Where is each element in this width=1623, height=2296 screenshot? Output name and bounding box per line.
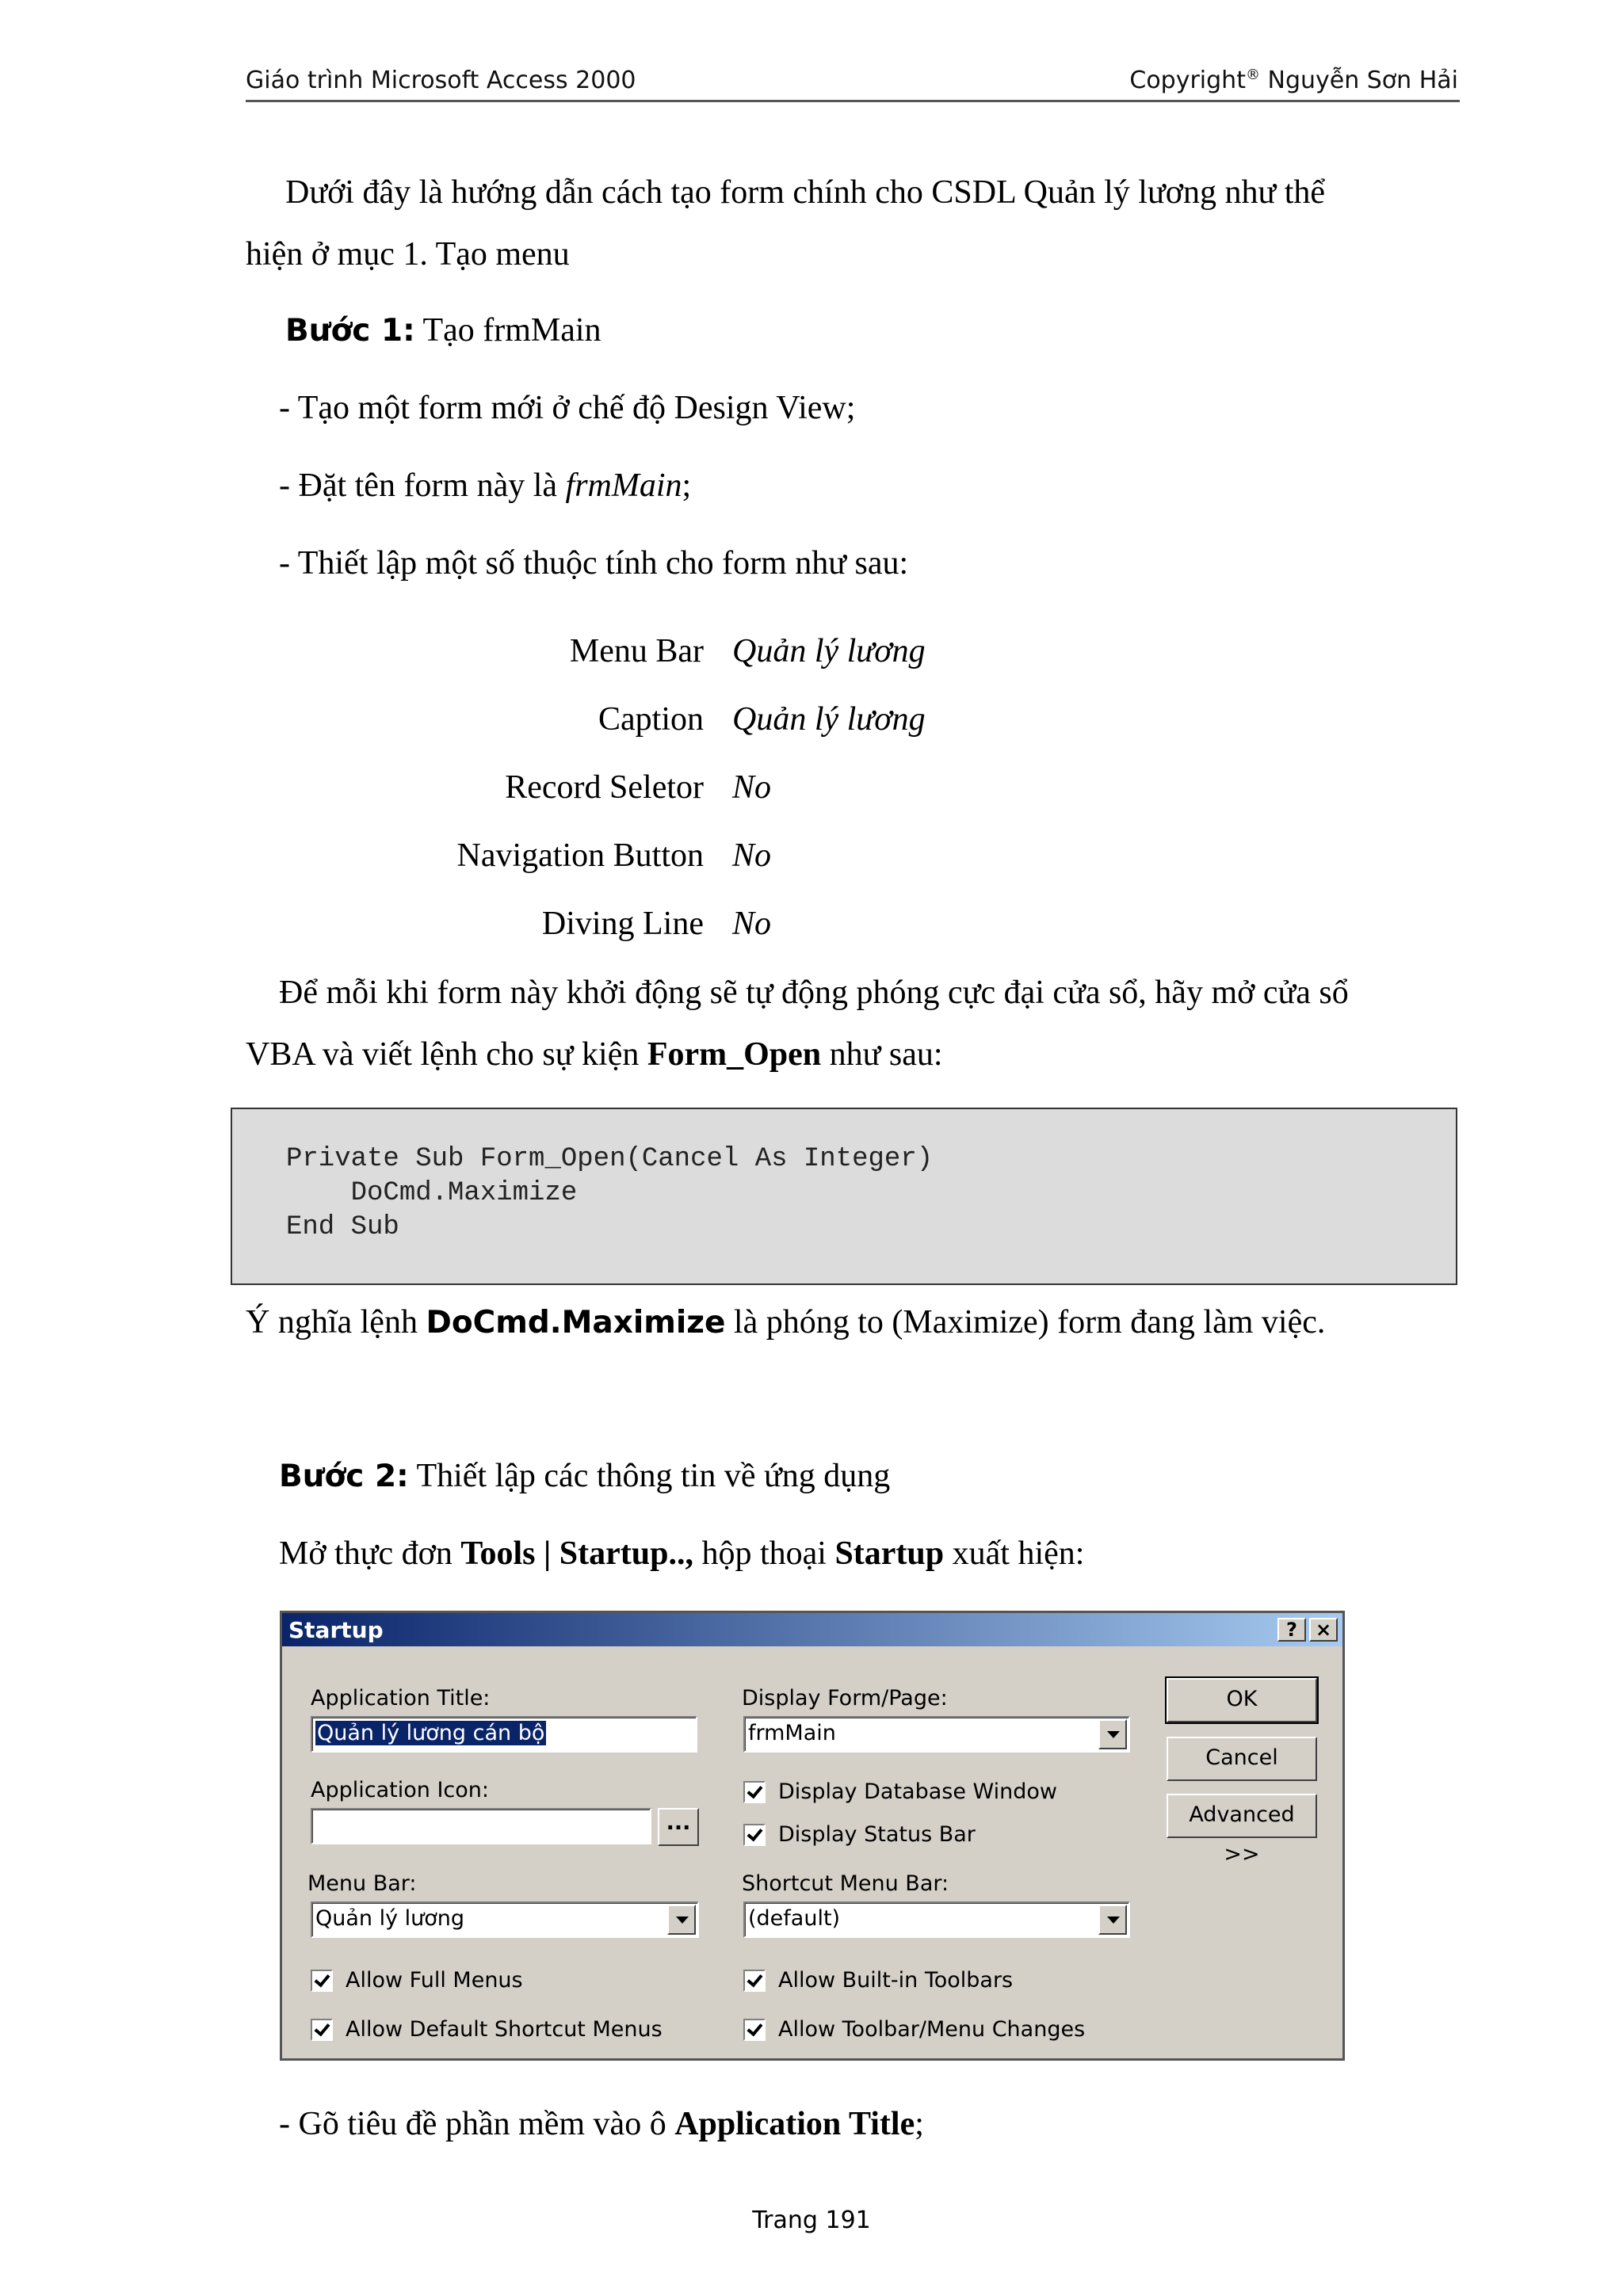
- shortcut-menu-select[interactable]: (default): [743, 1901, 1130, 1938]
- checkbox-checked-icon[interactable]: [743, 1970, 766, 1992]
- display-form-label: Display Form/Page:: [742, 1686, 948, 1711]
- app-icon-label: Application Icon:: [311, 1778, 489, 1802]
- intro-line-1: Dưới đây là hướng dẫn cách tạo form chính cho CSDL Quản lý lương như thể: [285, 174, 1326, 211]
- property-name: Navigation Button: [456, 837, 704, 874]
- chevron-down-icon[interactable]: [1098, 1905, 1127, 1935]
- page-number: Trang 191: [752, 2206, 871, 2234]
- header-right: Copyright® Nguyễn Sơn Hải: [1129, 67, 1458, 94]
- step1-bullet-3: - Thiết lập một số thuộc tính cho form như sau:: [279, 545, 909, 582]
- step1-heading: Bước 1: Tạo frmMain: [285, 312, 601, 349]
- menu-bar-select[interactable]: Quản lý lương: [311, 1901, 699, 1938]
- header-divider: [246, 100, 1460, 102]
- shortcut-menu-label: Shortcut Menu Bar:: [742, 1871, 949, 1896]
- checkbox-checked-icon[interactable]: [311, 1970, 333, 1992]
- menu-bar-label: Menu Bar:: [307, 1871, 417, 1896]
- ok-button[interactable]: OK: [1167, 1678, 1317, 1722]
- maximize-note-line-1: Để mỗi khi form này khởi động sẽ tự động phóng cực đại cửa sổ, hãy mở cửa sổ: [279, 974, 1349, 1011]
- property-value: Quản lý lương: [732, 701, 926, 738]
- code-line: DoCmd.Maximize: [286, 1178, 578, 1208]
- code-line: Private Sub Form_Open(Cancel As Integer): [286, 1144, 934, 1174]
- dialog-title: Startup: [288, 1617, 384, 1643]
- code-block: [231, 1108, 1457, 1285]
- property-value: No: [732, 906, 772, 942]
- chevron-down-icon[interactable]: [667, 1905, 696, 1935]
- app-title-label: Application Title:: [311, 1686, 491, 1711]
- checkbox-checked-icon[interactable]: [311, 2019, 333, 2041]
- checkbox-checked-icon[interactable]: [743, 1824, 766, 1846]
- property-value: No: [732, 769, 772, 806]
- startup-dialog: Startup ? × Application Title: Quản lý lương cán bộ Application Icon: ... Menu Bar: Quản lý lương Allow Full Menus Allow Default Shortcut Menus Display Form/Page: frmMain Display Database Window Display Status Bar Shortcut Menu Bar: (default) Allow Built-in Toolbars Allow Toolbar/Menu Changes OK Cancel Advanced >>: [280, 1611, 1345, 2061]
- help-button[interactable]: ?: [1277, 1618, 1306, 1642]
- property-name: Record Seletor: [505, 769, 704, 806]
- intro-line-2: hiện ở mục 1. Tạo menu: [246, 236, 570, 273]
- cancel-button[interactable]: Cancel: [1167, 1737, 1317, 1781]
- step2-heading: Bước 2: Thiết lập các thông tin về ứng dụng: [279, 1458, 891, 1494]
- property-value: No: [732, 837, 772, 874]
- advanced-button[interactable]: Advanced >>: [1167, 1794, 1317, 1838]
- property-name: Diving Line: [541, 906, 704, 942]
- property-value: Quản lý lương: [732, 633, 926, 669]
- checkbox-checked-icon[interactable]: [743, 1781, 766, 1803]
- step2-open-line: Mở thực đơn Tools | Startup.., hộp thoại Startup xuất hiện:: [279, 1535, 1085, 1572]
- code-line: End Sub: [286, 1212, 399, 1242]
- browse-button[interactable]: ...: [658, 1808, 699, 1846]
- chevron-down-icon[interactable]: [1098, 1719, 1127, 1749]
- final-bullet: - Gõ tiêu đề phần mềm vào ô Application Title;: [279, 2106, 924, 2142]
- app-title-input[interactable]: Quản lý lương cán bộ: [311, 1716, 697, 1753]
- header-left: Giáo trình Microsoft Access 2000: [246, 67, 636, 94]
- close-button[interactable]: ×: [1309, 1618, 1338, 1642]
- app-icon-input[interactable]: [311, 1808, 651, 1844]
- checkbox-checked-icon[interactable]: [743, 2019, 766, 2041]
- property-name: Caption: [598, 701, 704, 738]
- property-name: Menu Bar: [569, 633, 704, 669]
- step1-bullet-2: - Đặt tên form này là frmMain;: [279, 467, 692, 504]
- meaning-line: Ý nghĩa lệnh DoCmd.Maximize là phóng to (Maximize) form đang làm việc.: [246, 1304, 1326, 1341]
- dialog-titlebar: [282, 1613, 1342, 1646]
- display-form-select[interactable]: frmMain: [743, 1716, 1130, 1753]
- step1-bullet-1: - Tạo một form mới ở chế độ Design View;: [279, 390, 856, 426]
- maximize-note-line-2: VBA và viết lệnh cho sự kiện Form_Open như sau:: [246, 1036, 943, 1073]
